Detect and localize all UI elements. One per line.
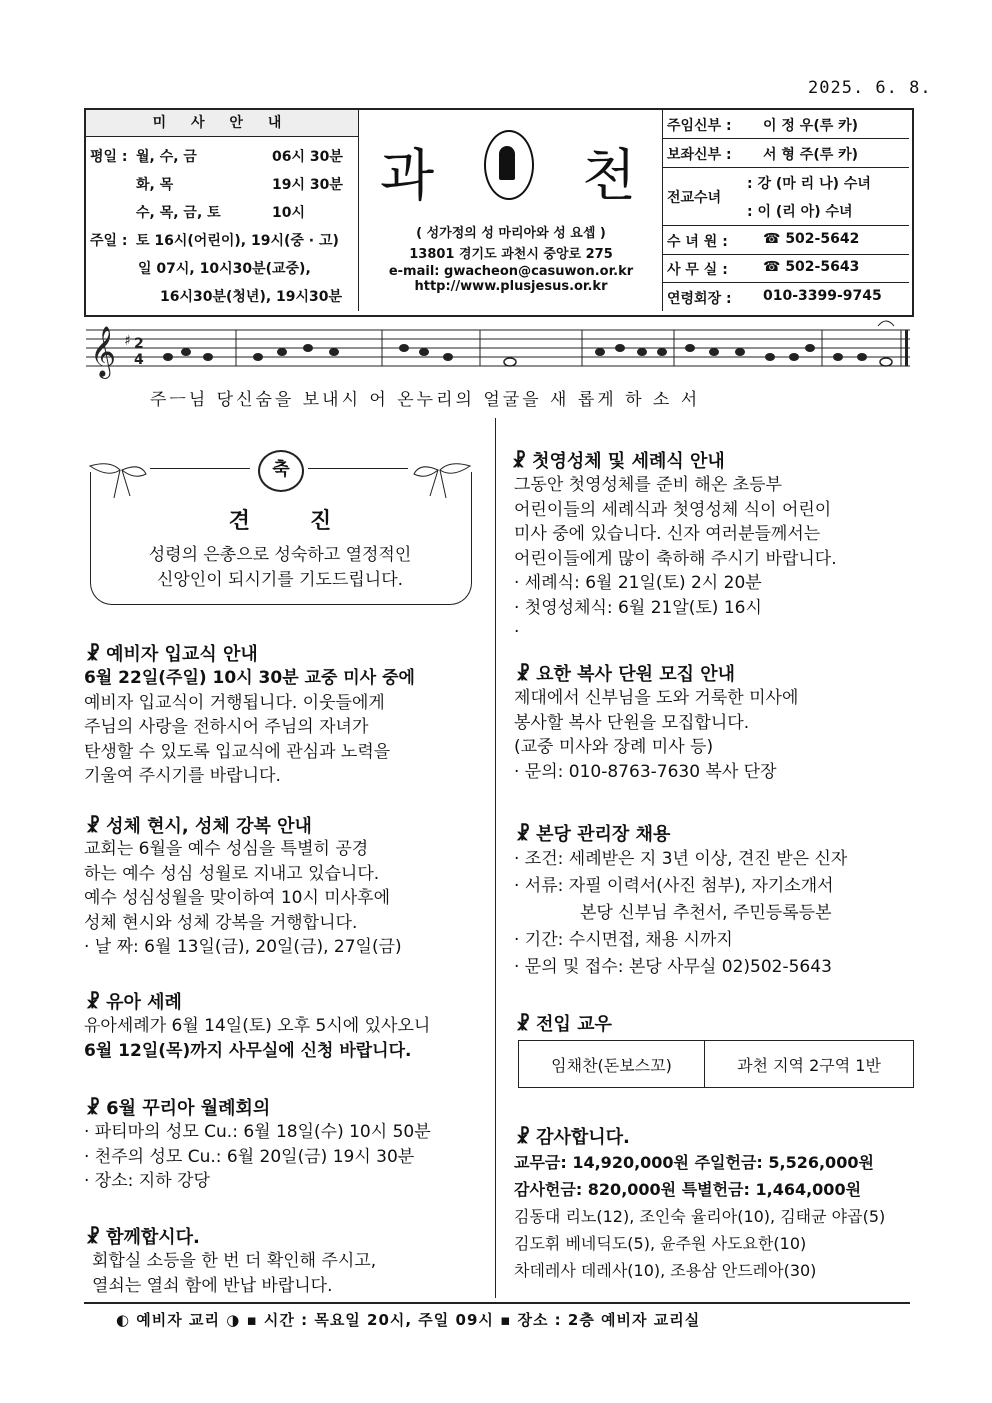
chi-rho-icon: ☧ [86, 992, 101, 1013]
curia-body: · 파티마의 성모 Cu.: 6월 18일(수) 10시 50분 · 천주의 성모 Cu.: 6월 20일(금) 19시 30분 · 장소: 지하 강당 [84, 1122, 431, 1191]
svg-text:𝄞: 𝄞 [90, 326, 117, 377]
celebration-badge: 축 [258, 450, 304, 492]
celebration-title: 견진 [228, 509, 392, 534]
mass-time: 06시 30분 [272, 149, 343, 165]
parish-email: e-mail: gwacheon@casuwon.or.kr [388, 264, 634, 279]
mass-info-panel [86, 110, 359, 311]
ribbon-bow-icon [408, 456, 480, 502]
section-title-newcomers: ☧ 전입 교우 [516, 1014, 612, 1035]
staff-convent: 수 녀 원 : ☎ 502-5642 [663, 226, 909, 255]
catechumen-body: 6월 22일(주일) 10시 30분 교중 미사 중에 예비자 입교식이 거행됩니다. 이웃들에게 주님의 사랑을 전하시어 주님의 자녀가 탄생할 수 있도록 입교식에 관심과 노력을 기울여 주시기를 바랍니다. [84, 668, 415, 786]
parish-address: 13801 경기도 과천시 중앙로 275 [409, 247, 613, 262]
weekday-label: 평일 : [90, 149, 128, 165]
section-title-curia: ☧ 6월 꾸리아 월례회의 [86, 1098, 271, 1119]
newcomer-name: 임채찬(돈보스꼬) [519, 1041, 705, 1088]
mass-time: 10시 [272, 205, 306, 221]
infant-baptism-body: 유아세례가 6월 14일(토) 오후 5시에 있사오니 6월 12일(목)까지 사무실에 신청 바랍니다. [84, 1016, 431, 1061]
chi-rho-icon: ☧ [86, 644, 101, 665]
chi-rho-icon: ☧ [86, 1227, 101, 1248]
mass-time: 19시 30분 [272, 177, 343, 193]
parish-patron: ( 성가정의 성 마리아와 성 요셉 ) [416, 226, 606, 241]
sunday-line: 토 16시(어린이), 19시(중 · 고) [136, 233, 339, 249]
chi-rho-icon: ☧ [516, 1014, 531, 1035]
chi-rho-icon: ☧ [86, 1098, 101, 1119]
holy-family-emblem-icon [484, 130, 534, 200]
first-communion-body: 그동안 첫영성체를 준비 해온 초등부 어린이들의 세례식과 첫영성체 식이 어린이 미사 중에 있습니다. 신자 여러분들께서는 어린이들에게 많이 축하해 주시기 바랍니다. · 세례식: 6월 21일(토) 2시 20분 · 첫영성체식: 6월 21알(토) 16시 · [514, 475, 837, 642]
chi-rho-icon: ☧ [516, 1127, 531, 1148]
thanks-body: 교무금: 14,920,000원 주일헌금: 5,526,000원 감사헌금: 820,000원 특별헌금: 1,464,000원 김동대 리노(12), 조인숙 율리아(10), 김태균 야곱(5) 김도휘 베네딕도(5), 윤주원 사도요한(10) 차데레사 데레사(10), 조용삼 안드레아(30) [514, 1153, 886, 1280]
manager-body: · 조건: 세례받은 지 3년 이상, 견진 받은 신자 · 서류: 자필 이력서(사진 첨부), 자기소개서 본당 신부님 추천서, 주민등록등본 · 기간: 수시면접, 채용 시까지 · 문의 및 접수: 본당 사무실 02)502-5643 [514, 849, 848, 977]
parish-name-right: 천 [582, 144, 637, 209]
mass-days: 화, 목 [136, 177, 174, 193]
together-body: 회합실 소등을 한 번 더 확인해 주시고, 열쇠는 열쇠 함에 반납 바랍니다. [92, 1251, 377, 1296]
celebration-message: 성령의 은총으로 성숙하고 열정적인 신앙인이 되시기를 기도드립니다. [148, 545, 412, 590]
newcomers-table [518, 1040, 914, 1088]
song-lyrics: 주ㅡ님 당신숨을 보내시 어 온누리의 얼굴을 새 롭게 하 소 서 [150, 390, 701, 410]
sunday-label: 주일 : [90, 233, 128, 249]
decorative-line [308, 468, 408, 469]
sunday-line: 16시30분(청년), 19시30분 [160, 289, 343, 305]
chi-rho-icon: ☧ [512, 451, 527, 472]
section-title-altar-servers: ☧ 요한 복사 단원 모집 안내 [516, 664, 736, 685]
footer-divider [84, 1302, 910, 1304]
parish-name-left: 과 [380, 144, 435, 209]
staff-council: 연령회장 : 010-3399-9745 [667, 288, 882, 307]
newcomer-region: 과천 지역 2구역 1반 [705, 1041, 914, 1088]
sunday-line: 일 07시, 10시30분(교중), [138, 261, 311, 277]
staff-panel [662, 110, 909, 311]
svg-text:4: 4 [134, 352, 144, 368]
decorative-line [150, 468, 250, 469]
issue-date: 2025. 6. 8. [808, 78, 932, 98]
chi-rho-icon: ☧ [516, 664, 531, 685]
chi-rho-icon: ☧ [516, 824, 531, 845]
section-title-manager: ☧ 본당 관리장 채용 [516, 824, 671, 845]
svg-text:♯: ♯ [124, 333, 131, 349]
catechumen-class-footer: ◐ 예비자 교리 ◑ ▪ 시간 : 목요일 20시, 주일 09시 ▪ 장소 : 2층 예비자 교리실 [116, 1311, 701, 1329]
section-title-thanks: ☧ 감사합니다. [516, 1127, 630, 1148]
parish-info [360, 110, 662, 311]
mass-days: 월, 수, 금 [136, 149, 197, 165]
section-title-catechumen: ☧ 예비자 입교식 안내 [86, 644, 258, 665]
altar-servers-body: 제대에서 신부님을 도와 거룩한 미사에 봉사할 복사 단원을 모집합니다. (교중 미사와 장례 미사 등) · 문의: 010-8763-7630 복사 단장 [514, 688, 799, 782]
eucharist-body: 교회는 6월을 예수 성심을 특별히 공경 하는 예수 성심 성월로 지내고 있습니다. 예수 성심성월을 맞이하여 10시 미사후에 성체 현시와 성체 강복을 거행합니다. · 날 짜: 6월 13일(금), 20일(금), 27일(금) [84, 839, 402, 957]
section-title-infant-baptism: ☧ 유아 세례 [86, 992, 182, 1013]
staff-sisters: 전교수녀 : 강 (마 리 나) 수녀 : 이 (리 아) 수녀 [663, 168, 909, 226]
staff-assistant: 보좌신부 : 서 형 주(루 카) [663, 139, 909, 168]
staff-office: 사 무 실 : ☎ 502-5643 [663, 255, 909, 283]
svg-text:2: 2 [134, 336, 144, 352]
column-divider [495, 418, 496, 1298]
mass-info-title: 미 사 안 내 [86, 110, 358, 137]
mass-days: 수, 목, 금, 토 [136, 205, 221, 221]
staff-pastor: 주임신부 : 이 정 우(루 카) [663, 110, 909, 139]
section-title-together: ☧ 함께합시다. [86, 1227, 200, 1248]
ribbon-bow-icon [80, 456, 152, 502]
section-title-first-communion: ☧ 첫영성체 및 세례식 안내 [512, 451, 725, 472]
parish-website: http://www.plusjesus.or.kr [414, 279, 608, 294]
chi-rho-icon: ☧ [86, 816, 101, 837]
section-title-eucharist: ☧ 성체 현시, 성체 강복 안내 [86, 816, 312, 837]
